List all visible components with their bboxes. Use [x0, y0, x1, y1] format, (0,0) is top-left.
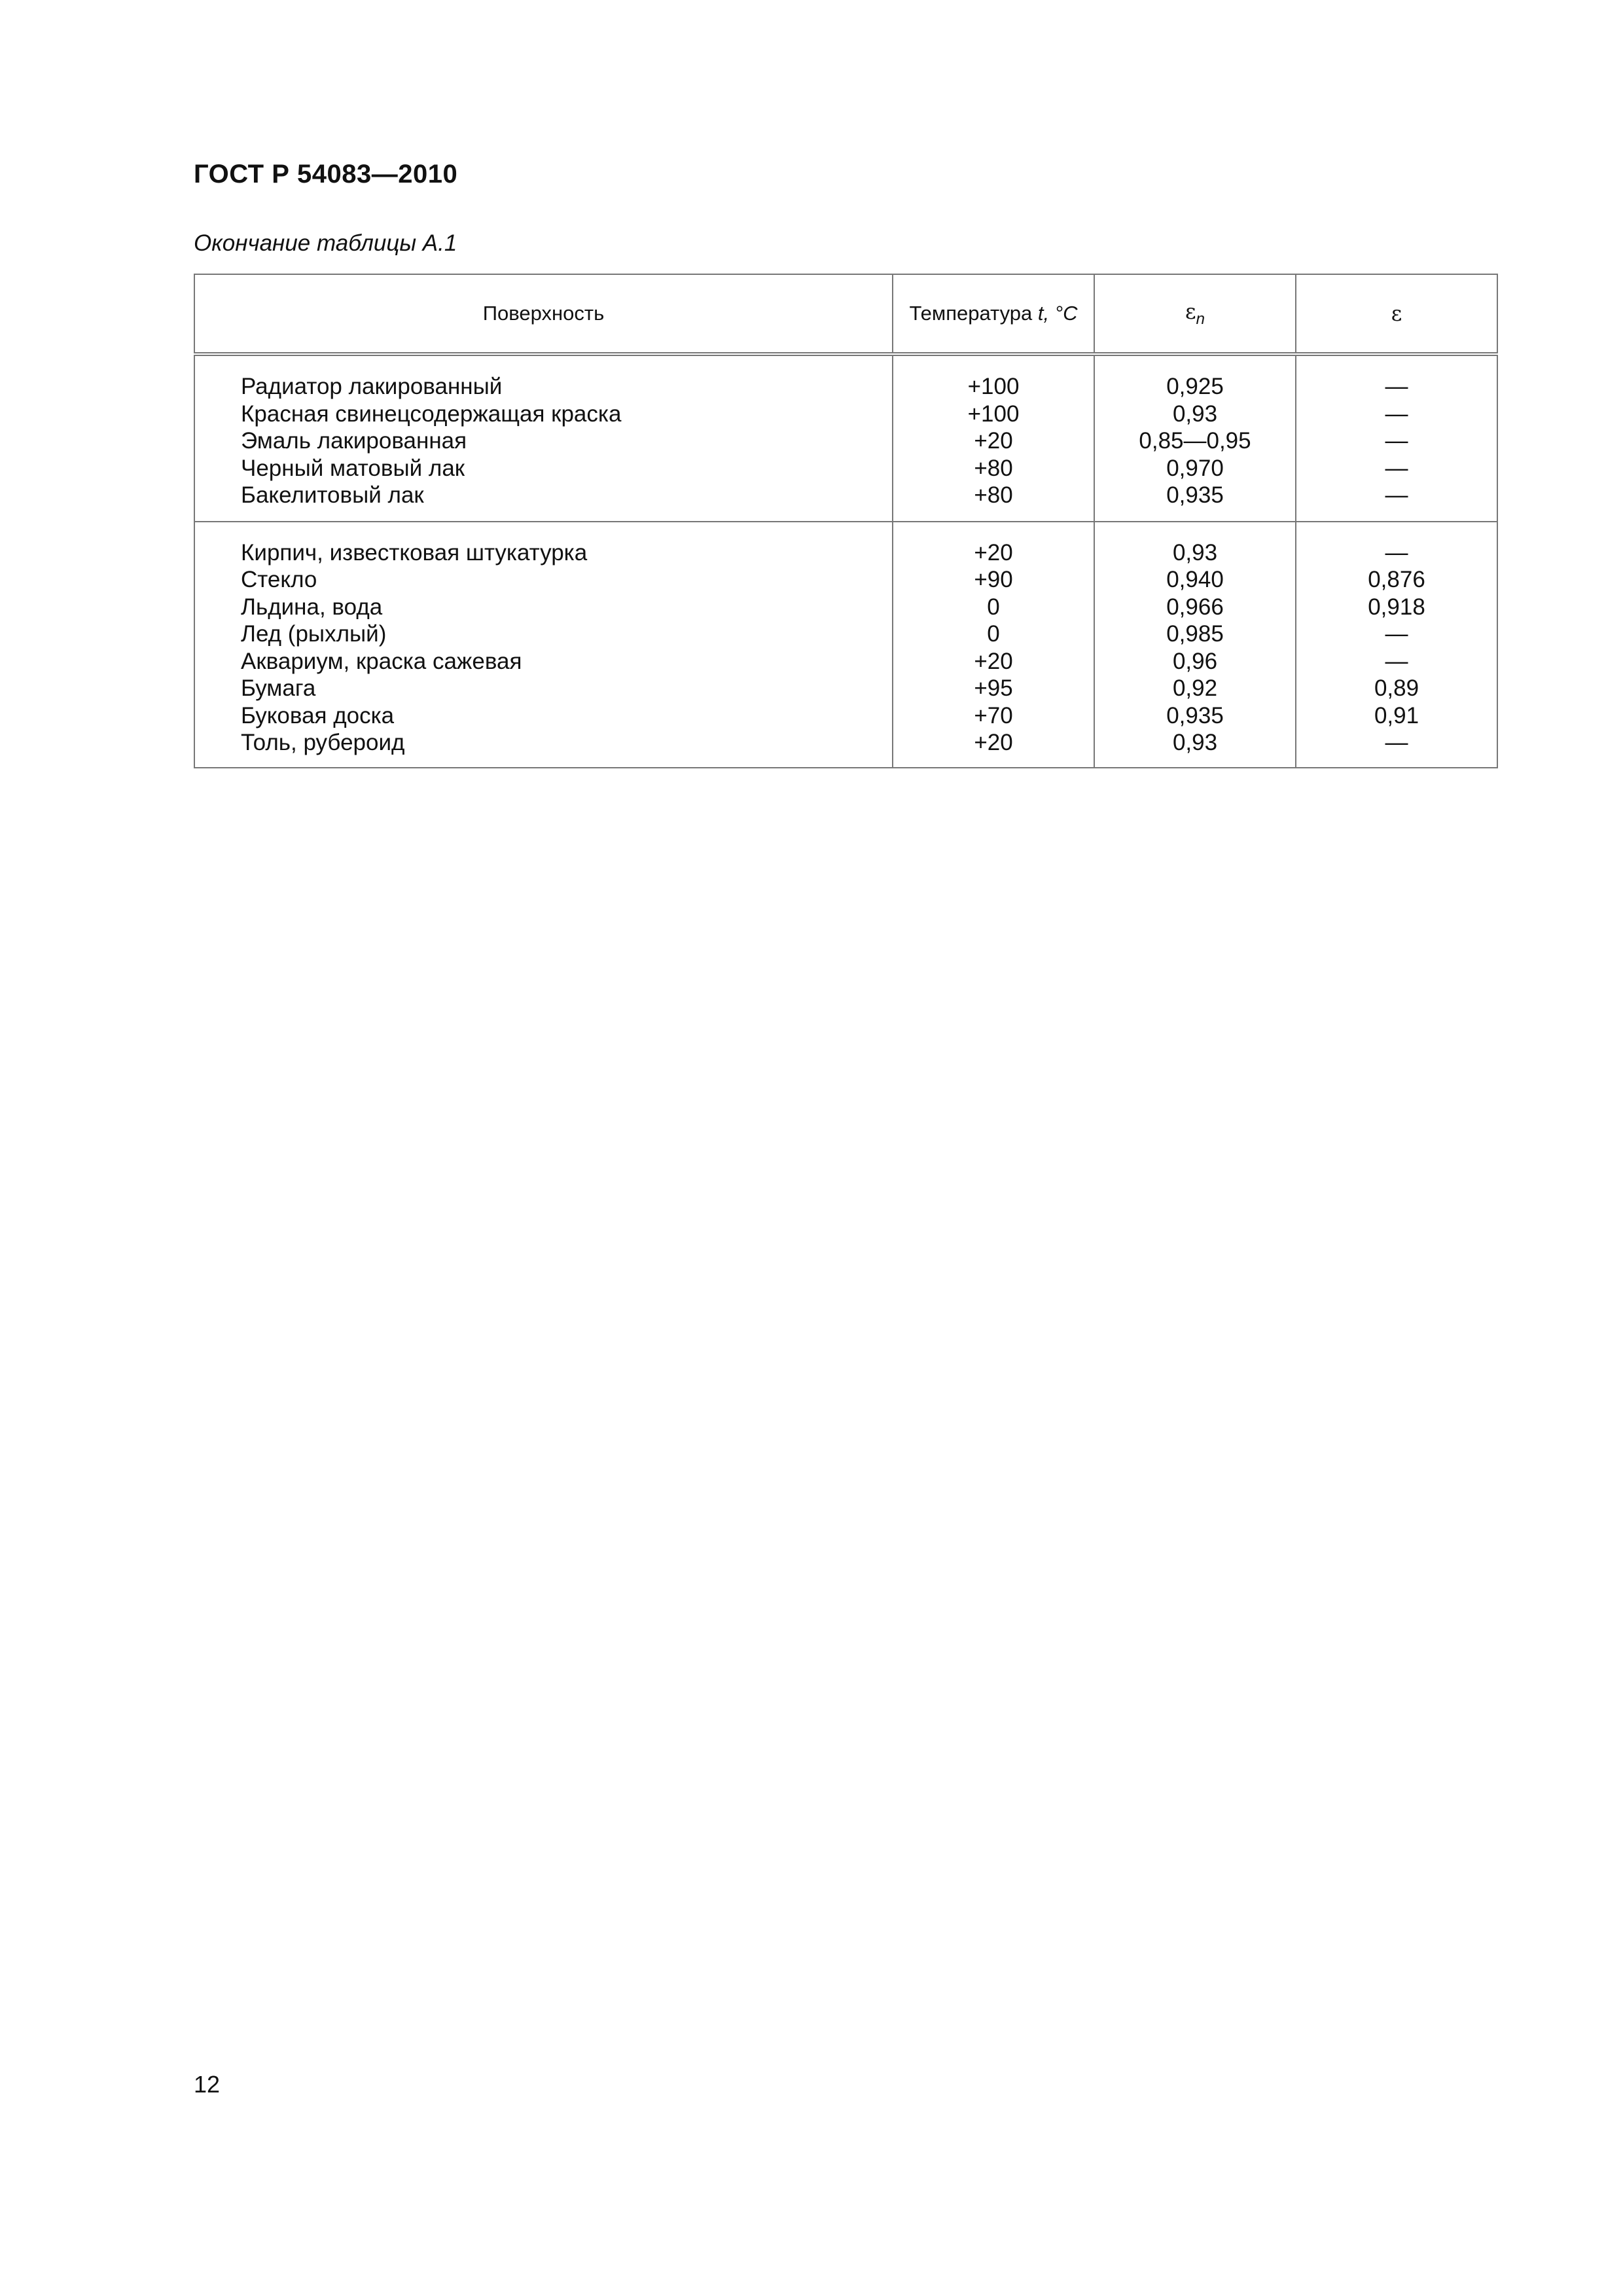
emissivity-table [194, 274, 1498, 768]
eps-value: — [1385, 648, 1408, 674]
eps-value: — [1385, 730, 1408, 755]
surface-column-cell [194, 354, 893, 522]
eps-n-value: 0,925 [1166, 374, 1224, 399]
temperature-value: +95 [974, 675, 1013, 701]
eps-n-letter: ε [1185, 298, 1196, 324]
eps-n-column-cell [1094, 522, 1296, 768]
eps-n-value: 0,966 [1166, 594, 1224, 620]
column-header-surface: Поверхность [194, 274, 893, 354]
temperature-value: +20 [974, 539, 1013, 565]
table-header-row [194, 274, 1497, 354]
table-caption: Окончание таблицы А.1 [194, 230, 457, 256]
surface-name: Буковая доска [241, 702, 395, 728]
table-group-2 [194, 522, 1497, 768]
eps-value: — [1385, 621, 1408, 647]
surface-name: Бумага [241, 675, 316, 701]
temperature-value: 0 [987, 594, 1000, 620]
column-header-eps [1296, 274, 1497, 354]
eps-value: — [1385, 374, 1408, 399]
eps-value: — [1385, 482, 1408, 508]
eps-n-value: 0,85—0,95 [1139, 428, 1251, 454]
surface-name: Льдина, вода [241, 594, 383, 620]
table-group-row [194, 522, 1497, 768]
temperature-value: +100 [967, 401, 1020, 427]
surface-name: Бакелитовый лак [241, 482, 424, 508]
temperature-value: +20 [974, 428, 1013, 454]
surface-name: Лед (рыхлый) [241, 621, 387, 647]
surface-name: Аквариум, краска сажевая [241, 648, 522, 674]
eps-n-value: 0,940 [1166, 567, 1224, 592]
emissivity-table-wrapper [194, 274, 1497, 768]
page-number: 12 [194, 2071, 221, 2098]
eps-value: 0,876 [1368, 567, 1425, 592]
table-group-1 [194, 354, 1497, 522]
column-header-eps-n [1094, 274, 1296, 354]
eps-column-cell [1296, 522, 1497, 768]
temperature-value: +100 [967, 374, 1020, 399]
eps-n-value: 0,92 [1172, 675, 1218, 701]
eps-n-value: 0,96 [1172, 648, 1218, 674]
eps-value: 0,918 [1368, 594, 1425, 620]
eps-n-value: 0,970 [1166, 455, 1224, 481]
eps-n-column-cell [1094, 354, 1296, 522]
temperature-column-cell [893, 522, 1094, 768]
temperature-value: 0 [987, 621, 1000, 647]
eps-column-cell [1296, 354, 1497, 522]
temperature-header-variable: t, [1037, 302, 1050, 325]
eps-n-value: 0,935 [1166, 702, 1224, 728]
eps-n-value: 0,93 [1172, 401, 1218, 427]
eps-value: 0,89 [1374, 675, 1419, 701]
temperature-value: +80 [974, 455, 1013, 481]
temperature-value: +70 [974, 702, 1013, 728]
temperature-value: +20 [974, 730, 1013, 755]
surface-name: Стекло [241, 567, 317, 592]
surface-name: Радиатор лакированный [241, 374, 503, 399]
temperature-column-cell [893, 354, 1094, 522]
temperature-header-unit: °C [1049, 302, 1078, 325]
eps-n-value: 0,93 [1172, 730, 1218, 755]
table-group-row [194, 354, 1497, 522]
temperature-value: +90 [974, 567, 1013, 592]
eps-value: — [1385, 539, 1408, 565]
eps-value: — [1385, 455, 1408, 481]
eps-value: — [1385, 428, 1408, 454]
document-code-header: ГОСТ Р 54083—2010 [194, 160, 458, 188]
surface-name: Эмаль лакированная [241, 428, 467, 454]
surface-name: Черный матовый лак [241, 455, 465, 481]
column-header-temperature [893, 274, 1094, 354]
temperature-value: +80 [974, 482, 1013, 508]
surface-name: Толь, рубероид [241, 730, 405, 755]
eps-n-value: 0,985 [1166, 621, 1224, 647]
surface-name: Кирпич, известковая штукатурка [241, 539, 588, 565]
temperature-header-label: Температура [909, 302, 1038, 325]
eps-value: — [1385, 401, 1408, 427]
eps-n-value: 0,93 [1172, 539, 1218, 565]
eps-n-value: 0,935 [1166, 482, 1224, 508]
temperature-value: +20 [974, 648, 1013, 674]
surface-column-cell [194, 522, 893, 768]
eps-value: 0,91 [1374, 702, 1419, 728]
eps-n-subscript: n [1196, 310, 1205, 328]
surface-name: Красная свинецсодержащая краска [241, 401, 622, 427]
eps-symbol: ε [1391, 301, 1402, 326]
eps-n-symbol [1185, 298, 1205, 328]
